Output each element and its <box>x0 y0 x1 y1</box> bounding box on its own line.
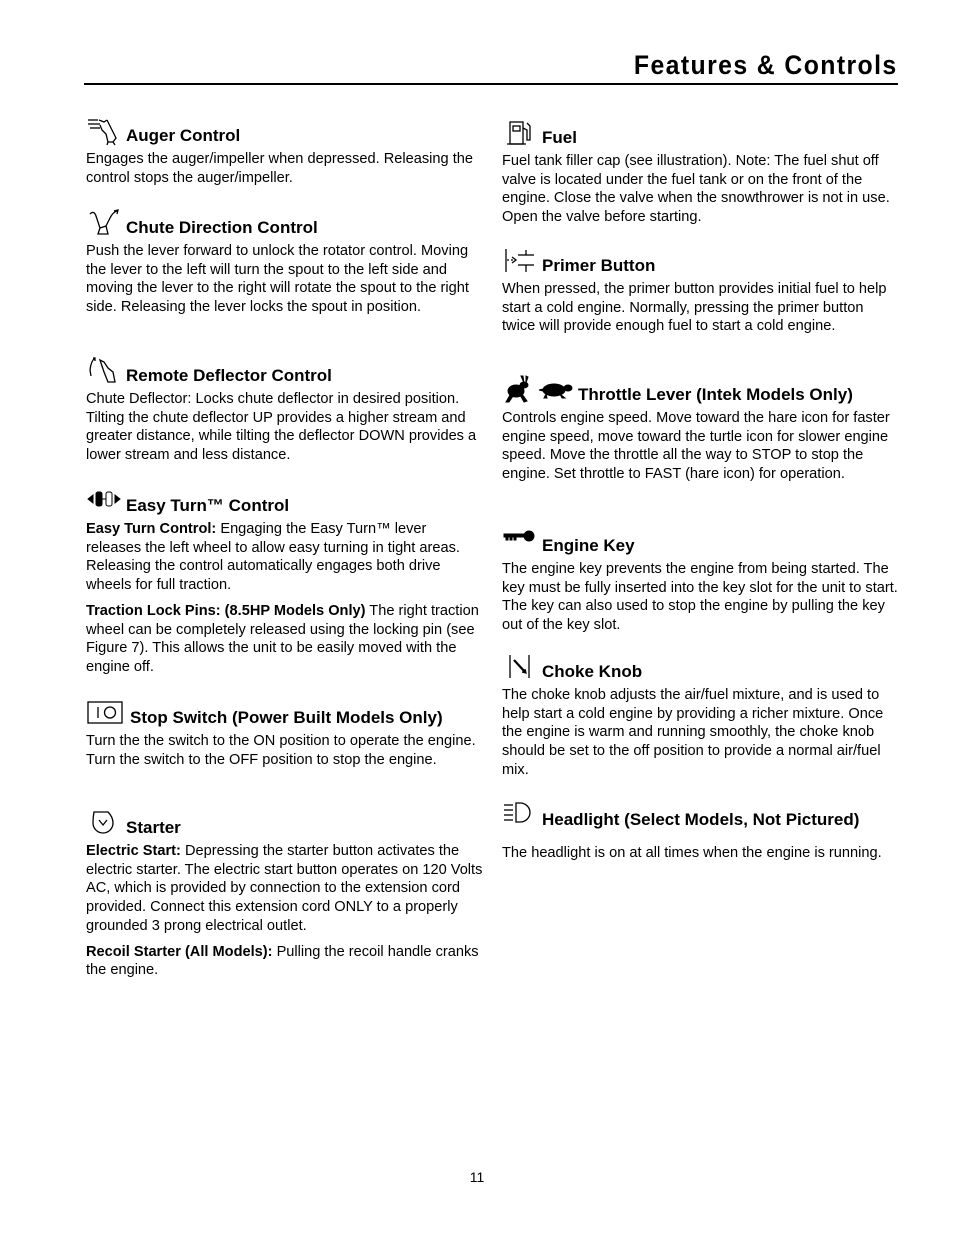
section-paragraph: Recoil Starter (All Models): Pulling the recoil handle cranks the engine. <box>86 943 479 979</box>
section-heading: Chute Direction Control <box>126 218 318 237</box>
engine-key-icon <box>502 528 538 548</box>
page-title: Features & Controls <box>634 50 898 80</box>
section-primer <box>502 246 900 336</box>
section-heading: Remote Deflector Control <box>126 366 332 385</box>
chute-direction-icon <box>86 208 122 238</box>
choke-icon <box>502 652 538 682</box>
header-rule <box>84 83 898 85</box>
section-paragraph: Turn the the switch to the ON position to operate the engine. Turn the switch to the OFF position to stop the engine. <box>86 733 476 768</box>
throttle-hare-turtle-icon <box>502 375 576 405</box>
page-number: 11 <box>469 1169 485 1185</box>
section-paragraph: Controls engine speed. Move toward the hare icon for faster engine speed, move toward the turtle icon for slower engine speed. Move the throttle all the way to STOP to stop the engine. Set throttle to FAST (hare icon) for operation. <box>502 410 890 483</box>
section-paragraph: Electric Start: Depressing the starter button activates the electric starter. The electric start button operates on 120 Volts AC, which is provided by connection to the extension cord provided. Connect this extension cord ONLY to a properly grounded 3 prong electrical outlet. <box>86 843 483 934</box>
section-heading: Choke Knob <box>542 662 643 681</box>
section-easy-turn <box>86 486 484 677</box>
section-starter <box>86 808 484 980</box>
section-heading: Headlight (Select Models, Not Pictured) <box>542 810 860 829</box>
section-remote-deflector <box>86 356 484 465</box>
section-heading: Fuel <box>542 128 577 147</box>
section-auger-control <box>86 116 484 187</box>
section-fuel <box>502 118 900 227</box>
primer-icon <box>502 246 538 276</box>
headlight-icon <box>502 800 538 826</box>
section-chute-direction <box>86 208 484 317</box>
section-paragraph: When pressed, the primer button provides initial fuel to help start a cold engine. Normally, pressing the primer button twice will provide enough fuel to start a cold engine. <box>502 281 887 335</box>
section-paragraph: Easy Turn Control: Engaging the Easy Turn™ lever releases the left wheel to allow easy turning in tight areas. Releasing the control automatically engages both drive wheels for full traction. <box>86 521 460 594</box>
section-heading: Primer Button <box>542 256 656 275</box>
section-heading: Starter <box>126 818 181 837</box>
section-heading: Throttle Lever (Intek Models Only) <box>578 385 853 404</box>
easy-turn-icon <box>86 486 122 516</box>
section-heading: Stop Switch (Power Built Models Only) <box>130 708 443 727</box>
starter-icon <box>86 808 122 838</box>
section-stop-switch <box>86 698 484 769</box>
fuel-icon <box>502 118 538 148</box>
auger-control-icon <box>86 116 122 146</box>
section-engine-key <box>502 528 900 635</box>
section-paragraph: The engine key prevents the engine from being started. The key must be fully inserted into the key slot for the unit to start. The key can also used to stop the engine by pulling the key out of the key slot. <box>502 561 898 634</box>
section-heading: Easy Turn™ Control <box>126 496 290 515</box>
section-paragraph: Traction Lock Pins: (8.5HP Models Only) The right traction wheel can be completely released using the locking pin (see Figure 7). This allows the unit to be easily moved with the engine off. <box>86 602 479 675</box>
section-choke <box>502 652 900 780</box>
section-paragraph: Engages the auger/impeller when depressed. Releasing the control stops the auger/impeller. <box>86 151 473 186</box>
remote-deflector-icon <box>86 356 122 386</box>
section-paragraph: Fuel tank filler cap (see illustration). Note: The fuel shut off valve is located under the fuel tank or on the front of the engine. Close the valve when the snowthrower is not in use. Open the valve before starting. <box>502 153 890 226</box>
section-paragraph: The choke knob adjusts the air/fuel mixture, and is used to help start a cold engine by providing a richer mixture. Once the engine is warm and running smoothly, the choke knob should be set to the off position to provide a normal air/fuel mix. <box>502 687 884 778</box>
section-paragraph: Chute Deflector: Locks chute deflector in desired position. Tilting the chute deflector UP provides a higher stream and greater distance, while tilting the deflector DOWN provides a lower stream and less distance. <box>86 391 477 464</box>
stop-switch-icon <box>86 700 124 726</box>
section-throttle <box>502 375 900 484</box>
section-heading: Engine Key <box>542 536 635 555</box>
section-paragraph: The headlight is on at all times when the engine is running. <box>502 845 882 861</box>
section-heading: Auger Control <box>126 126 241 145</box>
section-paragraph: Push the lever forward to unlock the rotator control. Moving the lever to the left will turn the spout to the left side and moving the lever to the right will rotate the spout to the right side. Releasing the lever locks the spout in position. <box>86 243 469 316</box>
section-headlight <box>502 800 900 863</box>
